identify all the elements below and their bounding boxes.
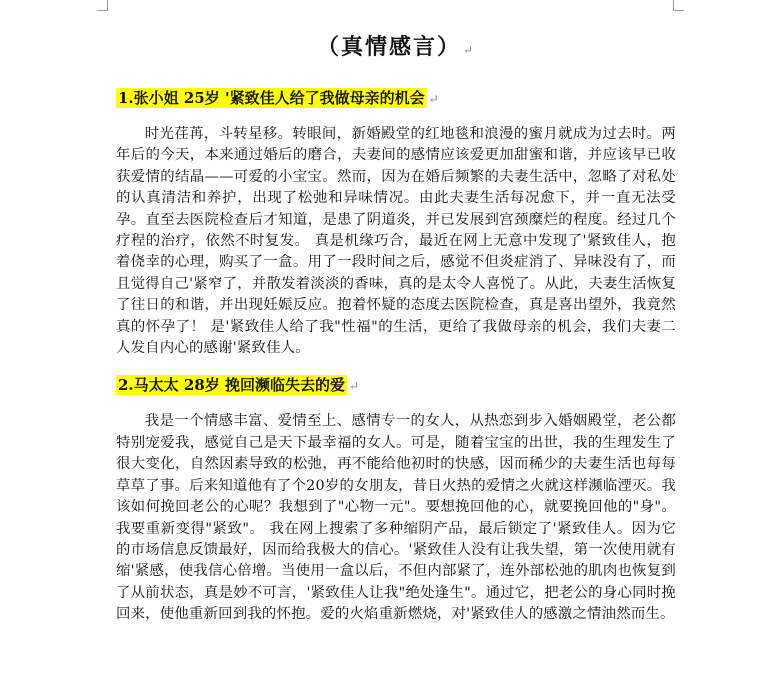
section-heading-1 [116, 84, 676, 112]
section-body-1: 时光荏苒，斗转星移。转眼间，新婚殿堂的红地毯和浪漫的蜜月就成为过去时。两年后的今天，本来通过婚后的磨合，夫妻间的感情应该爱更加甜蜜和谐，并应该早已收获爱情的结晶——可爱的小宝宝。然而，因为在婚后频繁的夫妻生活中，忽略了对私处的认真清洁和养护，出现了松弛和异味情况。由此夫妻生活每况愈下，并一直无法受孕。直至去医院检查后才知道，是患了阴道炎，并已发展到宫颈糜烂的程度。经过几个疗程的治疗，依然不时复发。 真是机缘巧合，最近在网上无意中发现了'紧致佳人，抱着侥幸的心理，购买了一盒。用了一段时间之后，感觉不但炎症消了、异味没有了，而且觉得自己'紧窄了，并散发着淡淡的香味，真的是太令人喜悦了。从此，夫妻生活恢复了往日的和谐，并出现妊娠反应。抱着怀疑的态度去医院检查，真是喜出望外，我竟然真的怀孕了！ 是'紧致佳人给了我"性福"的生活，更给了我做母亲的机会，我们夫妻二人发自内心的感谢'紧致佳人。 [116, 126, 676, 357]
title-text: （真情感言） [316, 34, 461, 60]
section-body-2: 我是一个情感丰富、爱情至上、感情专一的女人，从热恋到步入婚姻殿堂，老公都特别宠爱我，感觉自己是天下最幸福的女人。可是，随着宝宝的出世，我的生理发生了很大变化，自然因素导致的松弛，再不能给他初时的快感，因而稀少的夫妻生活也每每草草了事。后来知道他有了个20岁的女朋友，昔日火热的爱情之火就这样濒临湮灭。我该如何挽回老公的心呢？我想到了"心物一元"。要想挽回他的心，就要挽回他的"身"。我要重新变得"紧致"。 我在网上搜索了多种缩阴产品，最后锁定了'紧致佳人。因为它的市场信息反馈最好，因而给我极大的信心。'紧致佳人没有让我失望，第一次使用就有缩'紧感，使我信心倍增。当使用一盒以后，不但内部紧了，连外部松弛的肌肉也恢复到了从前状态，真是妙不可言，'紧致佳人让我"绝处逢生"。通过它，把老公的身心同时挽回来，使他重新回到我的怀抱。爱的火焰重新燃烧，对'紧致佳人的感激之情油然而生。 [116, 413, 676, 623]
paragraph-mark-icon: ↵ [462, 43, 476, 57]
section-heading-text: 1.张小姐 25岁 '紧致佳人给了我做母亲的机会 [118, 89, 425, 107]
section-heading-text: 2.马太太 28岁 挽回濒临失去的爱 [118, 376, 345, 395]
document-page [116, 30, 676, 626]
page-title [116, 30, 676, 64]
paragraph-mark-icon: ↵ [428, 92, 439, 106]
paragraph-mark-icon: ↵ [348, 379, 360, 394]
page-corner-marker-right [673, 0, 684, 11]
section-heading-2 [116, 371, 676, 399]
page-corner-marker-left [97, 0, 108, 11]
